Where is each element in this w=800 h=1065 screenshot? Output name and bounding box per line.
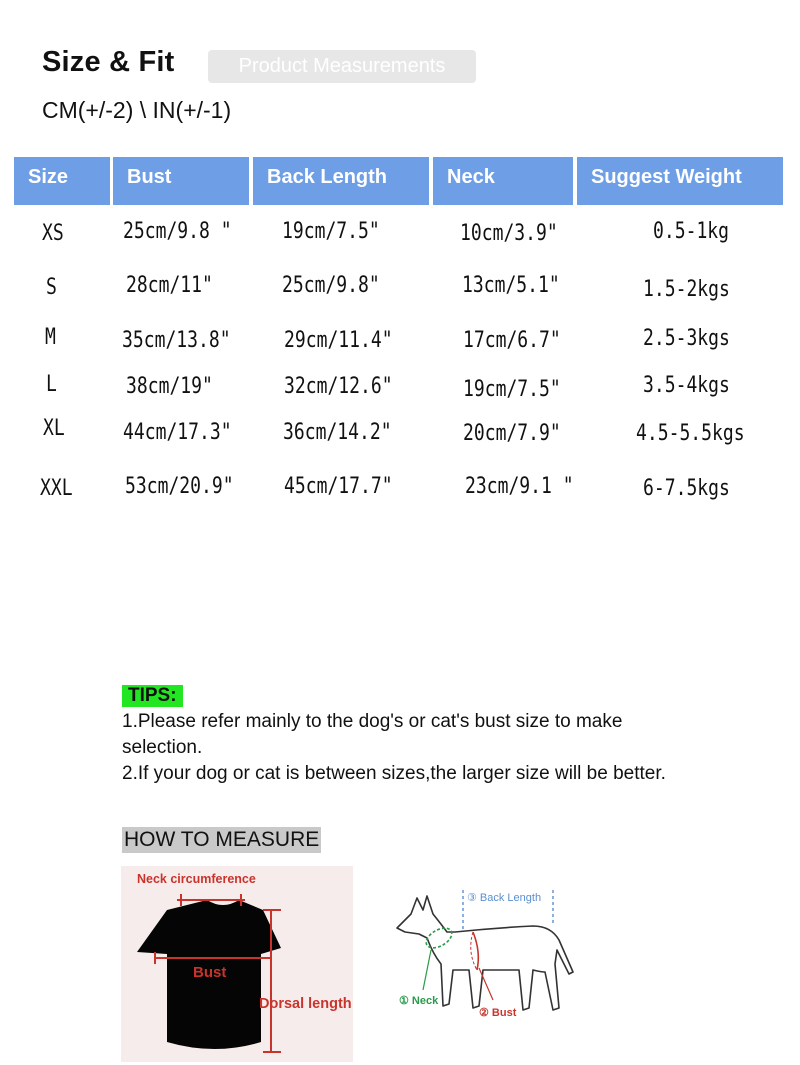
cell-neck: 10cm/3.9" bbox=[460, 221, 558, 246]
dog-bust-label: ② Bust bbox=[479, 1007, 517, 1019]
cell-weight: 1.5-2kgs bbox=[643, 277, 730, 302]
cell-bust: 44cm/17.3" bbox=[123, 420, 232, 445]
page-title: Size & Fit bbox=[42, 46, 175, 78]
dog-neck-label: ① Neck bbox=[399, 995, 439, 1007]
units-note: CM(+/-2) \ IN(+/-1) bbox=[42, 97, 232, 123]
shirt-measure-diagram bbox=[121, 866, 361, 1062]
neck-measure-loop bbox=[423, 924, 455, 952]
cell-weight: 6-7.5kgs bbox=[643, 476, 730, 501]
cell-neck: 23cm/9.1 " bbox=[465, 474, 574, 499]
cell-back-length: 19cm/7.5" bbox=[282, 219, 380, 244]
cell-back-length: 32cm/12.6" bbox=[284, 374, 393, 399]
cell-neck: 20cm/7.9" bbox=[463, 421, 561, 446]
cell-size: XL bbox=[43, 416, 65, 441]
tip-2-text: 2.If your dog or cat is between sizes,the larger size will be better. bbox=[122, 763, 666, 784]
cell-size: XXL bbox=[40, 476, 73, 501]
tip-1-text: 1.Please refer mainly to the dog's or cat's bust size to make selection. bbox=[122, 711, 623, 758]
cell-weight: 0.5-1kg bbox=[653, 219, 730, 244]
cell-bust: 38cm/19" bbox=[126, 374, 213, 399]
cell-bust: 25cm/9.8 " bbox=[123, 219, 232, 244]
cell-bust: 35cm/13.8" bbox=[122, 328, 231, 353]
back-length-label: ③ Back Length bbox=[467, 892, 542, 904]
cell-size: S bbox=[46, 275, 57, 300]
column-header-suggest-weight: Suggest Weight bbox=[577, 157, 783, 205]
cell-neck: 19cm/7.5" bbox=[463, 377, 561, 402]
column-header-back-length: Back Length bbox=[253, 157, 429, 205]
cell-weight: 2.5-3kgs bbox=[643, 326, 730, 351]
bust-measure-loop-back bbox=[471, 932, 477, 970]
cell-back-length: 36cm/14.2" bbox=[283, 420, 392, 445]
cell-neck: 17cm/6.7" bbox=[463, 328, 561, 353]
bust-label: Bust bbox=[193, 964, 227, 981]
cell-weight: 4.5-5.5kgs bbox=[636, 421, 745, 446]
cell-size: XS bbox=[42, 221, 64, 246]
cell-bust: 53cm/20.9" bbox=[125, 474, 234, 499]
neck-pointer-line bbox=[423, 950, 431, 990]
cell-back-length: 29cm/11.4" bbox=[284, 328, 393, 353]
dog-silhouette bbox=[397, 896, 573, 1010]
cell-back-length: 45cm/17.7" bbox=[284, 474, 393, 499]
cell-bust: 28cm/11" bbox=[126, 273, 213, 298]
column-header-neck: Neck bbox=[433, 157, 573, 205]
dorsal-length-label: Dorsal length bbox=[259, 996, 352, 1012]
how-to-measure-heading: HOW TO MEASURE bbox=[124, 828, 320, 851]
column-header-size: Size bbox=[14, 157, 110, 205]
cell-back-length: 25cm/9.8" bbox=[282, 273, 380, 298]
tips-label: TIPS: bbox=[122, 685, 183, 707]
cell-size: L bbox=[46, 372, 57, 397]
neck-circumference-label: Neck circumference bbox=[137, 872, 256, 886]
product-measurements-badge: Product Measurements bbox=[208, 50, 476, 83]
cell-size: M bbox=[45, 325, 56, 350]
cell-neck: 13cm/5.1" bbox=[462, 273, 560, 298]
column-header-bust: Bust bbox=[113, 157, 249, 205]
dog-measure-diagram bbox=[383, 880, 593, 1030]
cell-weight: 3.5-4kgs bbox=[643, 373, 730, 398]
